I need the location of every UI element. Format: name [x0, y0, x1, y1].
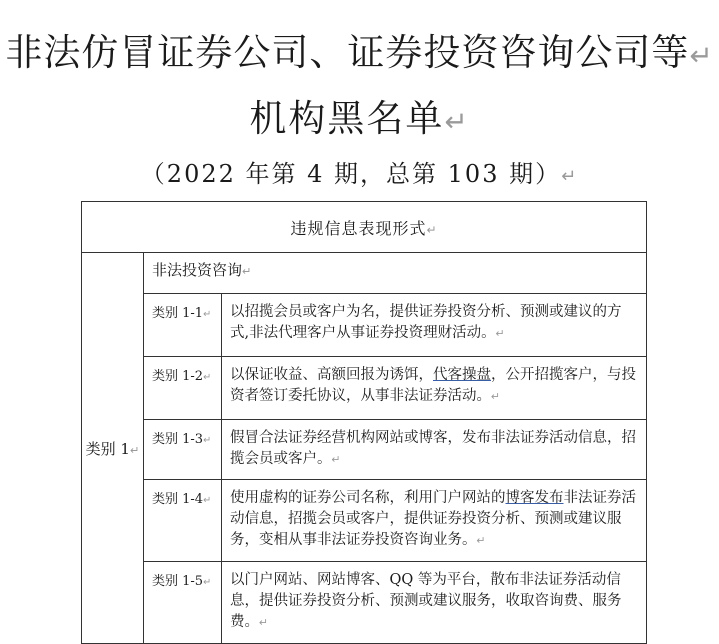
- subcategory-code: 类别 1-1: [152, 306, 204, 321]
- subcategory-desc-cell: [222, 562, 647, 644]
- paragraph-mark-icon: ↵: [426, 222, 438, 237]
- paragraph-mark-icon: ↵: [444, 105, 470, 138]
- paragraph-mark-icon: ↵: [203, 495, 212, 506]
- underlined-link-text: 博客发布: [505, 490, 564, 506]
- subcategory-desc: 以保证收益、高额回报为诱饵，: [230, 367, 433, 383]
- paragraph-mark-icon: ↵: [203, 372, 212, 383]
- title-line1-text: 非法仿冒证券公司、证券投资咨询公司等: [5, 31, 690, 74]
- subcategory-code: 类别 1-2: [152, 369, 204, 384]
- paragraph-mark-icon: ↵: [129, 443, 140, 457]
- subcategory-desc-continued: 非法证券活动信息，招揽会员或客户，提供证券投资分析、预测或建议服务，变相从事非法证券投资咨询业务。: [230, 490, 636, 548]
- paragraph-mark-icon: ↵: [476, 534, 486, 547]
- issue-text: （2022 年第 4 期，总第 103 期）: [140, 160, 562, 188]
- subcategory-code-cell: [144, 294, 222, 357]
- table-row: [82, 294, 647, 357]
- table-row: [82, 420, 647, 480]
- table-row: [82, 357, 647, 420]
- title-line2-text: 机构黑名单: [249, 97, 445, 140]
- paragraph-mark-icon: ↵: [203, 309, 212, 320]
- table-header-cell: [82, 202, 647, 253]
- subcategory-desc-cell: [222, 480, 647, 562]
- subcategory-desc-cell: [222, 357, 647, 420]
- subcategory-desc-cell: [222, 294, 647, 357]
- table-header-row: [82, 202, 647, 253]
- paragraph-mark-icon: ↵: [259, 616, 269, 629]
- category-name-cell: [144, 253, 647, 294]
- issue-number: [0, 154, 719, 189]
- category-name-text: 非法投资咨询: [152, 261, 243, 279]
- paragraph-mark-icon: ↵: [242, 265, 252, 278]
- subcategory-desc: 以招揽会员或客户为名，提供证券投资分析、预测或建议的方式,非法代理客户从事证券投资理财活动。: [230, 304, 622, 341]
- subcategory-desc: 以门户网站、网站博客、QQ 等为平台，散布非法证券活动信息，提供证券投资分析、预测或建议服务，收取咨询费、服务费。: [230, 572, 622, 630]
- subcategory-desc-cell: [222, 420, 647, 480]
- underlined-link-text: 代客操盘: [433, 367, 491, 383]
- subcategory-code-cell: [144, 357, 222, 420]
- paragraph-mark-icon: ↵: [491, 390, 501, 403]
- subcategory-code: 类别 1-3: [152, 432, 204, 447]
- paragraph-mark-icon: ↵: [203, 577, 212, 588]
- subcategory-desc: 使用虚构的证券公司名称，利用门户网站的: [230, 490, 506, 506]
- paragraph-mark-icon: ↵: [495, 327, 505, 340]
- subcategory-code-cell: [144, 480, 222, 562]
- table-header-text: 违规信息表现形式: [290, 218, 427, 238]
- subcategory-desc-continued: ，公开招揽客户，与投资者签订委托协议，从事非法证券活动。: [230, 367, 636, 404]
- subcategory-desc: 假冒合法证券经营机构网站或博客，发布非法证券活动信息，招揽会员或客户。: [230, 430, 636, 467]
- table-row: [82, 480, 647, 562]
- category-cell: [82, 253, 144, 644]
- paragraph-mark-icon: ↵: [689, 39, 714, 72]
- document-title-line1: [0, 22, 719, 76]
- subcategory-code: 类别 1-4: [152, 492, 204, 507]
- blacklist-table: [81, 201, 647, 644]
- subcategory-code: 类别 1-5: [152, 574, 204, 589]
- category-label: 类别 1: [85, 439, 130, 458]
- subcategory-code-cell: [144, 420, 222, 480]
- paragraph-mark-icon: ↵: [561, 166, 579, 187]
- paragraph-mark-icon: ↵: [203, 435, 212, 446]
- table-row: [82, 562, 647, 644]
- category-name-row: [82, 253, 647, 294]
- paragraph-mark-icon: ↵: [331, 453, 341, 466]
- subcategory-code-cell: [144, 562, 222, 644]
- document-title-line2: [0, 88, 719, 142]
